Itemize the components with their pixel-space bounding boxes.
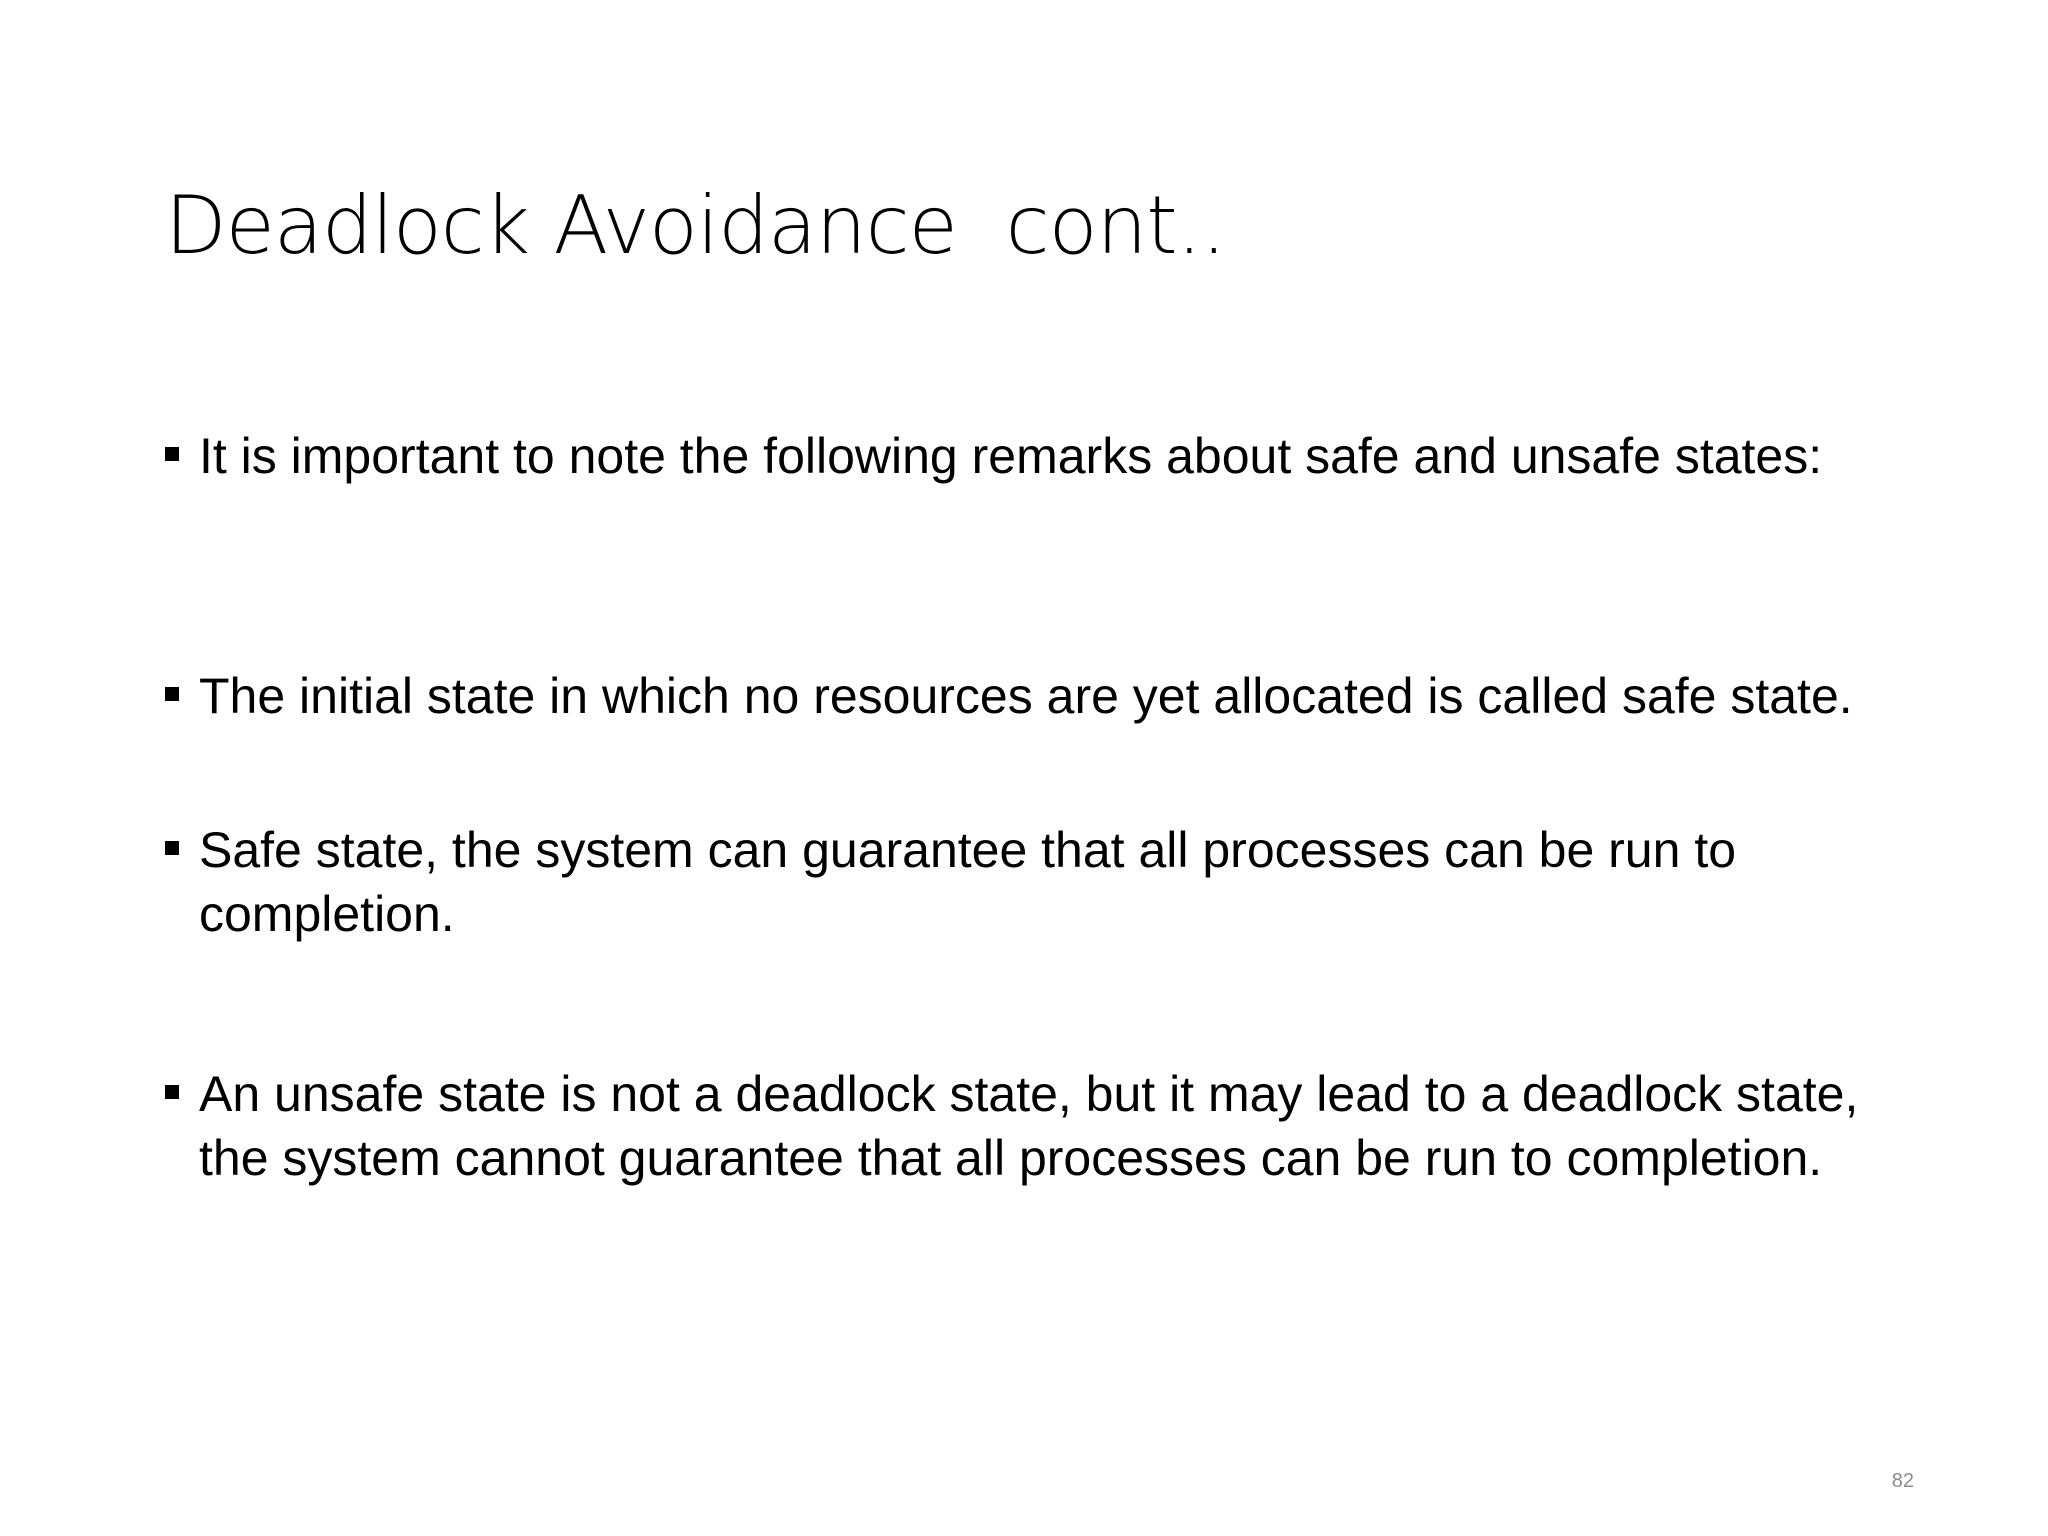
bullet-text: It is important to note the following remarks about safe and unsafe states: bbox=[199, 428, 1823, 484]
bullet-item bbox=[165, 664, 1905, 728]
bullet-text: The initial state in which no resources are yet allocated is called safe state. bbox=[199, 668, 1853, 724]
square-bullet-icon bbox=[165, 447, 179, 461]
square-bullet-icon bbox=[165, 687, 179, 701]
bullet-text: An unsafe state is not a deadlock state, but it may lead to a deadlock state, the system cannot guarantee that all processes can be run to completion. bbox=[199, 1066, 1859, 1186]
square-bullet-icon bbox=[165, 1085, 179, 1099]
slide-title: Deadlock Avoidance cont.. bbox=[165, 179, 1226, 272]
page-number: 82 bbox=[1891, 1470, 1914, 1492]
bullet-text: Safe state, the system can guarantee that all processes can be run to completion. bbox=[199, 822, 1737, 942]
square-bullet-icon bbox=[165, 841, 179, 855]
bullet-item bbox=[165, 424, 1905, 488]
bullet-item bbox=[165, 1062, 1905, 1190]
bullet-item bbox=[165, 818, 1905, 946]
